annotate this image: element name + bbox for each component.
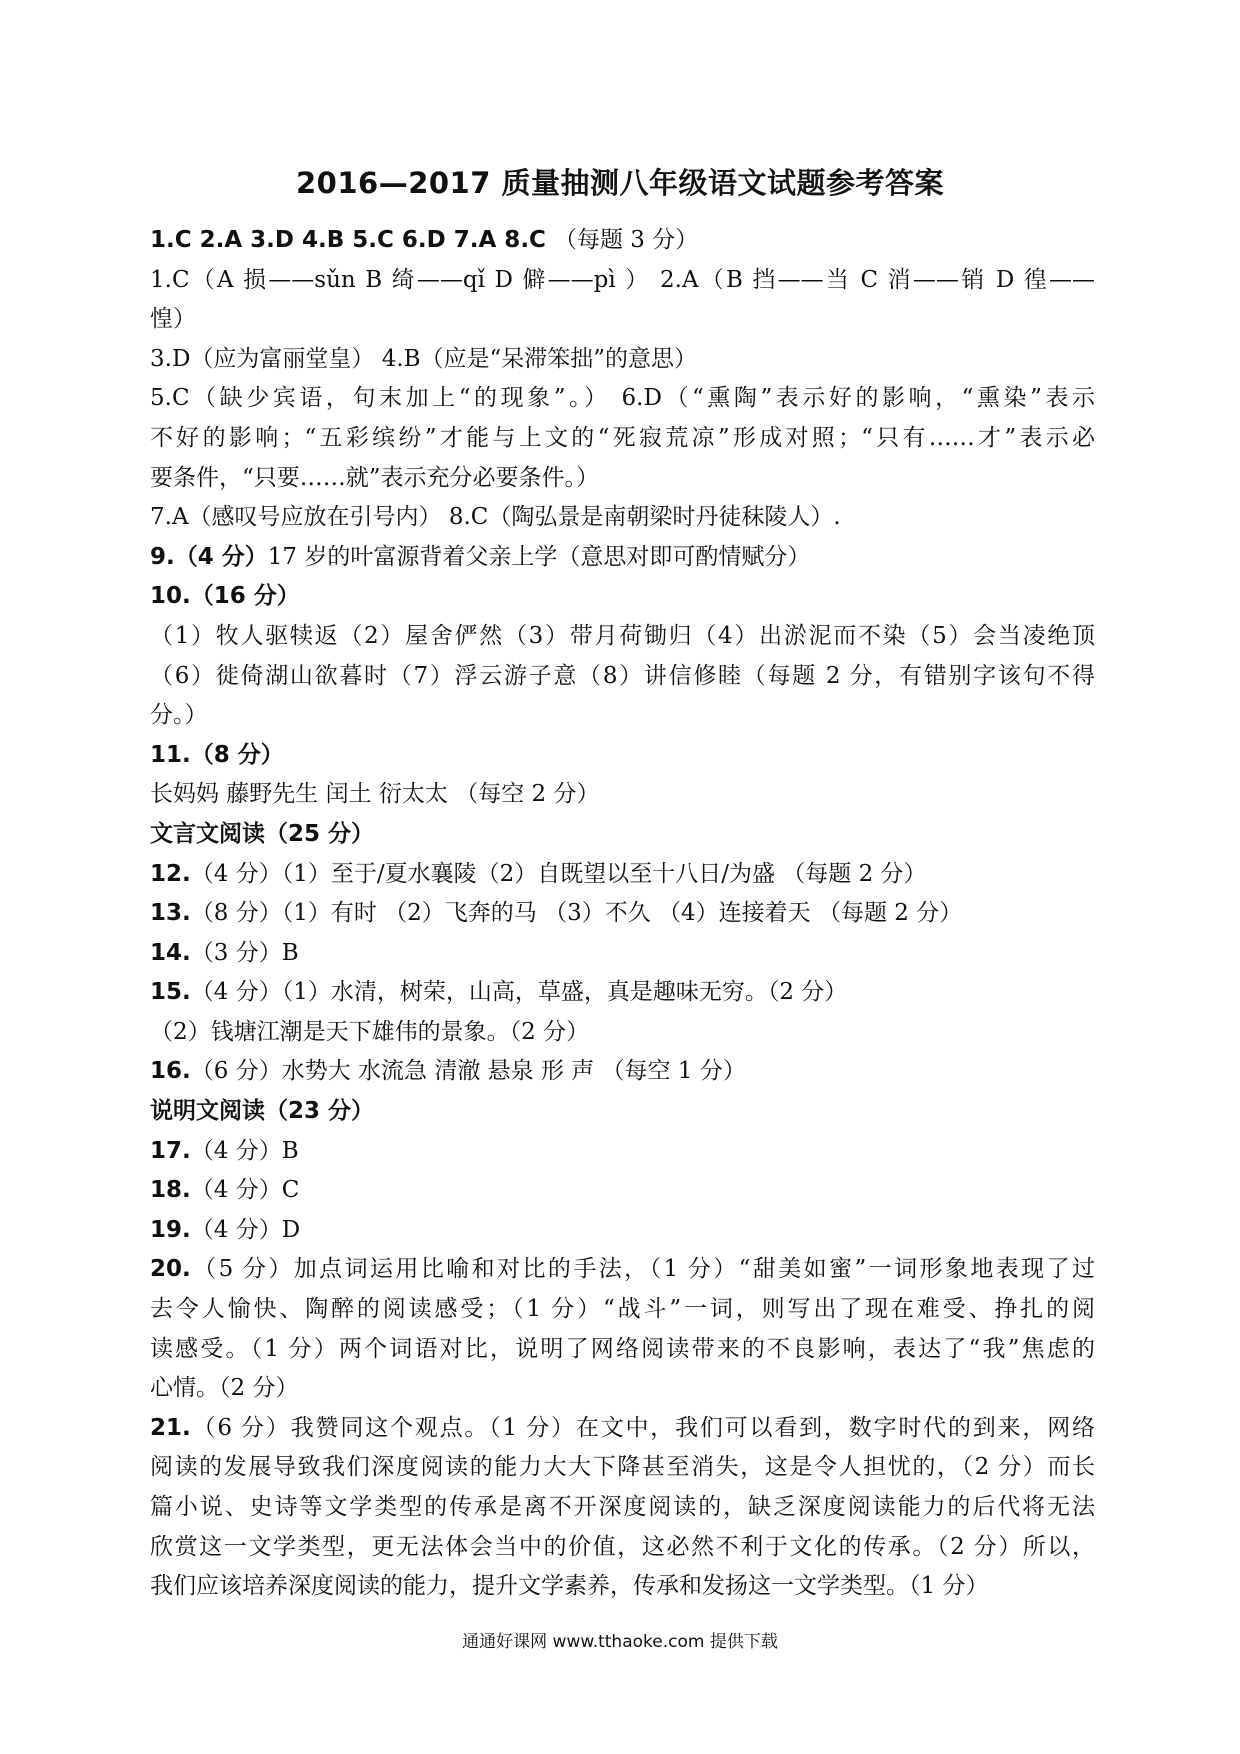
answer-line <box>150 1330 1095 1370</box>
answer-text: （5 分）加点词运用比喻和对比的手法，（1 分）“甜美如蜜”一词形象地表现了过 <box>190 1256 1095 1283</box>
answer-label: 17. <box>150 1137 191 1164</box>
answer-label: 16. <box>150 1058 191 1085</box>
answer-text: （4 分）C <box>190 1177 300 1204</box>
answer-text: 17 岁的叶富源背着父亲上学（意思对即可酌情赋分） <box>267 543 811 570</box>
answer-line <box>150 538 1095 578</box>
answer-text: （6 分）水势大 水流急 清澈 悬泉 形 声 （每空 1 分） <box>190 1058 746 1085</box>
answer-label: 文言文阅读（25 分） <box>150 820 375 847</box>
page-footer: 通通好课网 www.tthaoke.com 提供下载 <box>462 1632 778 1652</box>
answer-line <box>150 1567 1095 1607</box>
answer-line <box>150 657 1095 697</box>
answer-line <box>150 815 1095 855</box>
answer-text: 心情。（2 分） <box>150 1375 299 1402</box>
answer-line <box>150 1171 1095 1211</box>
answer-text: （每题 3 分） <box>553 227 699 253</box>
answer-text: 长妈妈 藤野先生 闰土 衍太太 （每空 2 分） <box>150 781 600 808</box>
answer-label: 9.（4 分） <box>150 543 268 570</box>
answer-line <box>150 617 1095 657</box>
answer-line <box>150 1488 1095 1528</box>
answer-line <box>150 1409 1095 1449</box>
answer-text: （4 分）（1）水清，树荣，山高，草盛，真是趣味无穷。（2 分） <box>190 979 848 1006</box>
answer-line <box>150 379 1095 419</box>
answer-text: 1.C（A 损——sǔn B 绮——qǐ D 僻——pì ） 2.A（B 挡——当 C 消——销 D 徨—— <box>150 266 1095 293</box>
answer-text: 读感受。（1 分）两个词语对比，说明了网络阅读带来的不良影响，表达了“我”焦虑的 <box>150 1335 1095 1362</box>
answer-text: 3.D（应为富丽堂皇） 4.B（应是“呆滞笨拙”的意思） <box>150 345 698 372</box>
answer-line <box>150 1448 1095 1488</box>
answer-line <box>150 1132 1095 1172</box>
answer-label: 12. <box>150 860 191 887</box>
answer-label: 说明文阅读（23 分） <box>150 1098 375 1125</box>
answer-line <box>150 221 1095 261</box>
answer-line <box>150 696 1095 736</box>
answer-line <box>150 1369 1095 1409</box>
answer-label: 1.C 2.A 3.D 4.B 5.C 6.D 7.A 8.C <box>150 227 554 253</box>
answer-line <box>150 419 1095 459</box>
answer-line <box>150 894 1095 934</box>
answer-label: 10.（16 分） <box>150 583 300 610</box>
answer-label: 11.（8 分） <box>150 741 284 768</box>
answer-text: 惶） <box>150 306 196 333</box>
answer-content <box>150 221 1095 1607</box>
answer-text: （6）徙倚湖山欲暮时（7）浮云游子意（8）讲信修睦（每题 2 分，有错别字该句不得 <box>150 662 1095 689</box>
answer-text: （4 分）B <box>190 1137 299 1164</box>
answer-line <box>150 934 1095 974</box>
answer-line <box>150 300 1095 340</box>
answer-line <box>150 577 1095 617</box>
answer-text: （4 分）D <box>190 1216 301 1243</box>
answer-text: 去令人愉快、陶醉的阅读感受；（1 分）“战斗”一词，则写出了现在难受、挣扎的阅 <box>150 1296 1095 1323</box>
answer-line <box>150 1052 1095 1092</box>
document-title: 2016—2017 质量抽测八年级语文试题参考答案 <box>295 166 945 200</box>
answer-line <box>150 1250 1095 1290</box>
answer-text: 分。） <box>150 702 208 729</box>
answer-line <box>150 775 1095 815</box>
answer-line <box>150 973 1095 1013</box>
answer-label: 20. <box>150 1256 191 1283</box>
answer-text: （3 分）B <box>190 939 299 966</box>
answer-line <box>150 1211 1095 1251</box>
answer-text: （2）钱塘江潮是天下雄伟的景象。（2 分） <box>150 1018 590 1045</box>
answer-line <box>150 1013 1095 1053</box>
answer-text: 5.C（缺少宾语，句末加上“的现象”。） 6.D（“熏陶”表示好的影响，“熏染”表示 <box>150 385 1095 412</box>
answer-text: （6 分）我赞同这个观点。（1 分）在文中，我们可以看到，数字时代的到来，网络 <box>190 1414 1095 1441</box>
answer-text: 我们应该培养深度阅读的能力，提升文学素养，传承和发扬这一文学类型。（1 分） <box>150 1573 989 1600</box>
answer-text: （8 分）（1）有时 （2）飞奔的马 （3）不久 （4）连接着天 （每题 2 分） <box>190 900 963 927</box>
answer-text: 不好的影响；“五彩缤纷”才能与上文的“死寂荒凉”形成对照；“只有……才”表示必 <box>150 424 1095 451</box>
answer-line <box>150 855 1095 895</box>
answer-line <box>150 261 1095 301</box>
answer-text: （4 分）（1）至于/夏水襄陵（2）自既望以至十八日/为盛 （每题 2 分） <box>190 860 927 887</box>
answer-line <box>150 340 1095 380</box>
answer-label: 21. <box>150 1414 191 1441</box>
answer-label: 14. <box>150 939 191 966</box>
answer-line <box>150 1290 1095 1330</box>
answer-label: 13. <box>150 900 191 927</box>
answer-line <box>150 459 1095 499</box>
answer-label: 18. <box>150 1177 191 1204</box>
answer-label: 19. <box>150 1216 191 1243</box>
answer-text: 要条件，“只要……就”表示充分必要条件。） <box>150 464 600 491</box>
answer-text: 欣赏这一文学类型，更无法体会当中的价值，这必然不利于文化的传承。（2 分）所以， <box>150 1533 1095 1560</box>
answer-label: 15. <box>150 979 191 1006</box>
answer-line <box>150 1528 1095 1568</box>
answer-text: （1）牧人驱犊返（2）屋舍俨然（3）带月荷锄归（4）出淤泥而不染（5）会当凌绝顶 <box>150 622 1095 649</box>
answer-text: 篇小说、史诗等文学类型的传承是离不开深度阅读的，缺乏深度阅读能力的后代将无法 <box>150 1494 1095 1520</box>
answer-text: 阅读的发展导致我们深度阅读的能力大大下降甚至消失，这是令人担忧的，（2 分）而长 <box>150 1454 1095 1481</box>
answer-line <box>150 498 1095 538</box>
answer-line <box>150 1092 1095 1132</box>
answer-line <box>150 736 1095 776</box>
answer-text: 7.A（感叹号应放在引号内） 8.C（陶弘景是南朝梁时丹徒秣陵人）. <box>150 504 841 531</box>
